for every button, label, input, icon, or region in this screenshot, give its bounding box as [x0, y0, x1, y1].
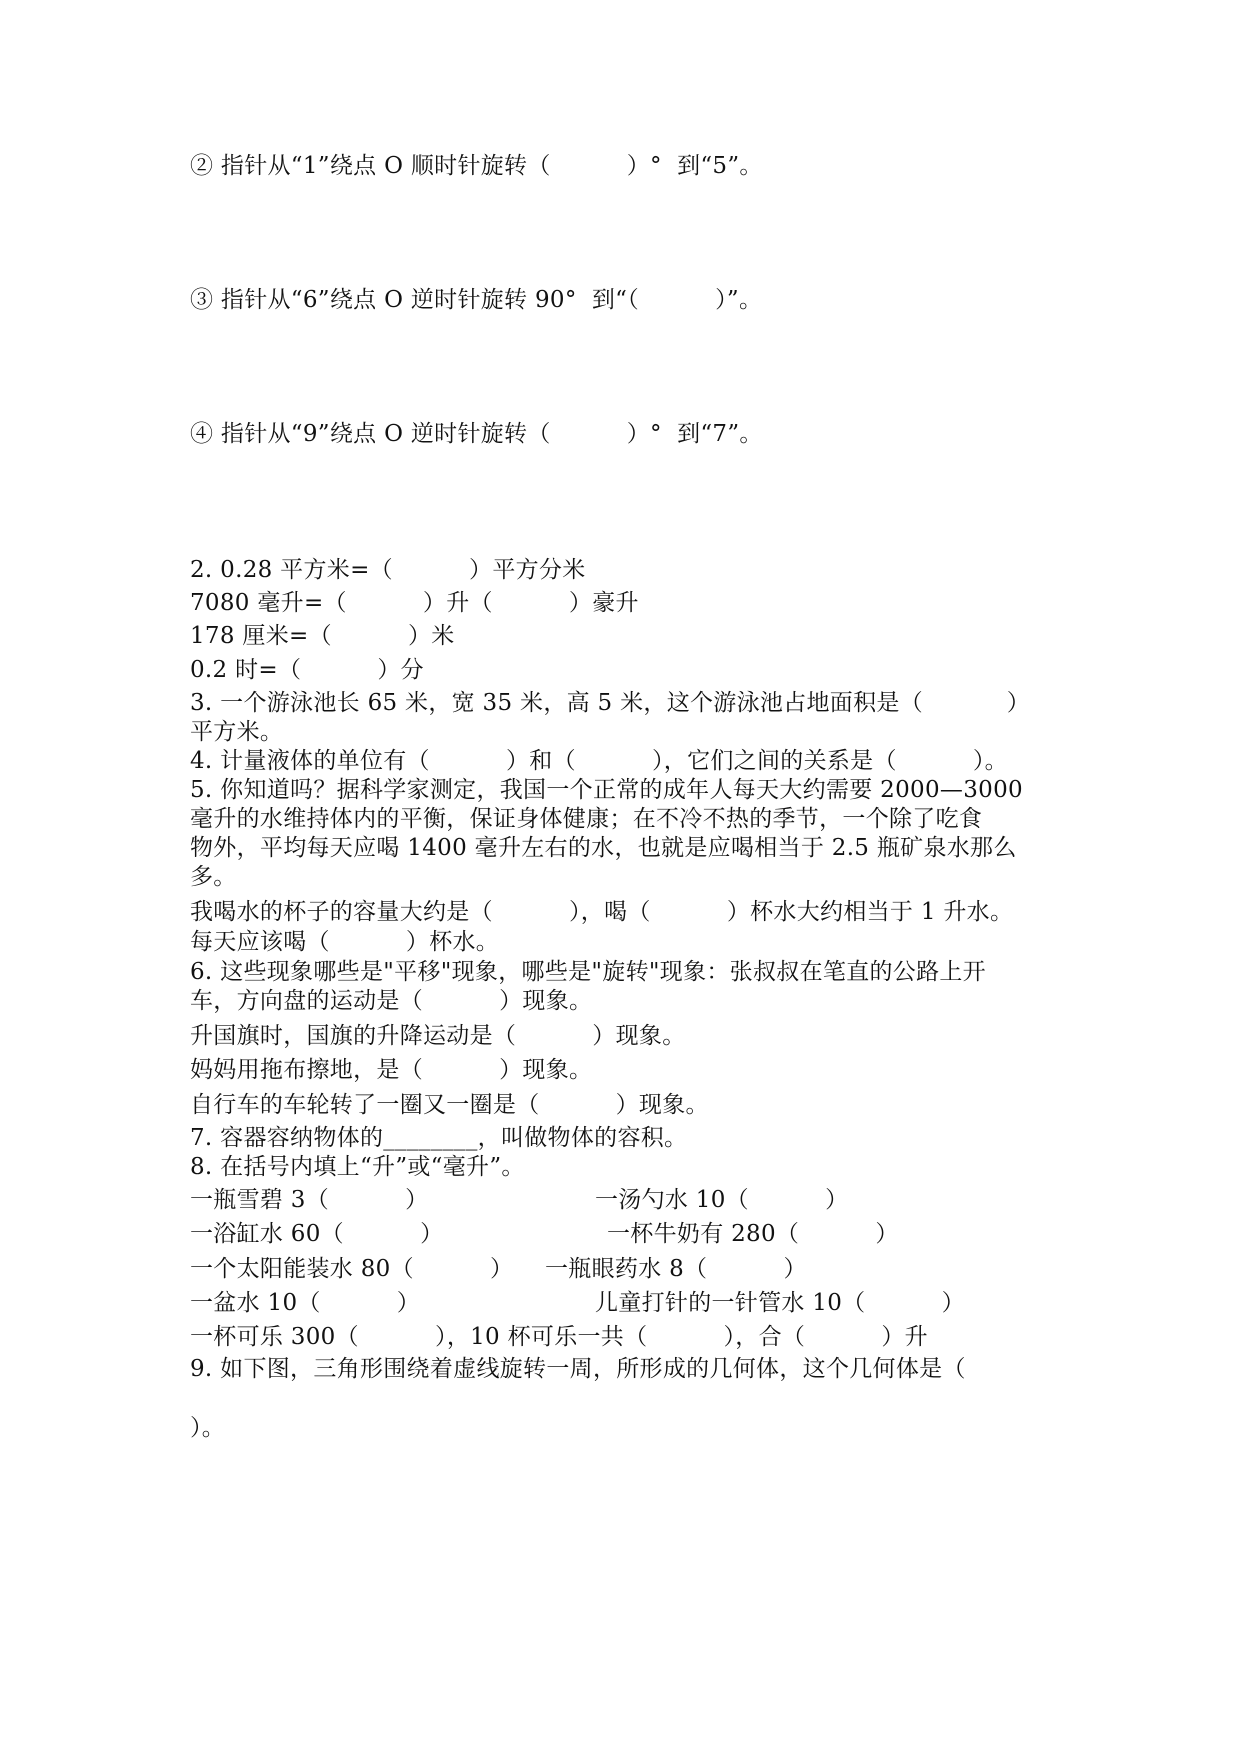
question-8-item-bathtub: 一浴缸水 60（ ） [190, 1221, 444, 1247]
question-8-item-bottle-sprite: 一瓶雪碧 3（ ） [190, 1187, 429, 1213]
question-1-part-4: ④ 指针从“9”绕点 O 逆时针旋转（ ）° 到“7”。 [190, 421, 763, 447]
question-6-line-1: 6. 这些现象哪些是"平移"现象，哪些是"旋转"现象：张叔叔在笔直的公路上开 [190, 959, 986, 985]
question-2-line-3: 178 厘米=（ ）米 [190, 623, 455, 649]
question-1-part-2: ② 指针从“1”绕点 O 顺时针旋转（ ）° 到“5”。 [190, 153, 763, 179]
question-9-line-2: ）。 [190, 1415, 226, 1441]
question-6-line-4: 妈妈用拖布擦地，是（ ）现象。 [190, 1057, 593, 1083]
question-4-line-1: 4. 计量液体的单位有（ ）和（ ），它们之间的关系是（ ）。 [190, 748, 1008, 774]
question-8-item-syringe: 儿童打针的一针管水 10（ ） [595, 1290, 965, 1316]
question-6-line-5: 自行车的车轮转了一圈又一圈是（ ）现象。 [190, 1092, 709, 1118]
question-6-line-3: 升国旗时，国旗的升降运动是（ ）现象。 [190, 1023, 686, 1049]
question-8-item-basin: 一盆水 10（ ） [190, 1290, 421, 1316]
question-8-item-eye-drops: 一瓶眼药水 8（ ） [545, 1256, 807, 1282]
question-3-line-2: 平方米。 [190, 719, 284, 745]
question-5-line-3: 物外，平均每天应喝 1400 毫升左右的水，也就是应喝相当于 2.5 瓶矿泉水那么 [190, 835, 1017, 861]
question-2-line-2: 7080 毫升=（ ）升（ ）豪升 [190, 590, 639, 616]
question-1-part-3: ③ 指针从“6”绕点 O 逆时针旋转 90° 到“（ ）”。 [190, 287, 763, 313]
question-8-line-1: 8. 在括号内填上“升”或“毫升”。 [190, 1154, 525, 1180]
question-7-line-1: 7. 容器容纳物体的________，叫做物体的容积。 [190, 1125, 688, 1151]
question-8-item-solar-heater: 一个太阳能装水 80（ ） [190, 1256, 514, 1282]
question-5-line-5: 我喝水的杯子的容量大约是（ ），喝（ ）杯水大约相当于 1 升水。 [190, 899, 1014, 925]
question-3-line-1: 3. 一个游泳池长 65 米，宽 35 米，高 5 米，这个游泳池占地面积是（ ） [190, 690, 1031, 716]
question-5-line-4: 多。 [190, 864, 237, 890]
question-5-line-6: 每天应该喝（ ）杯水。 [190, 929, 500, 955]
question-2-line-4: 0.2 时=（ ）分 [190, 657, 424, 683]
question-2-line-1: 2. 0.28 平方米=（ ）平方分米 [190, 557, 586, 583]
question-6-line-2: 车，方向盘的运动是（ ）现象。 [190, 988, 593, 1014]
question-8-item-milk: 一杯牛奶有 280（ ） [607, 1221, 899, 1247]
question-8-item-cola: 一杯可乐 300（ ），10 杯可乐一共（ ），合（ ）升 [190, 1324, 928, 1350]
question-8-item-spoon-water: 一汤勺水 10（ ） [595, 1187, 849, 1213]
question-9-line-1: 9. 如下图，三角形围绕着虚线旋转一周，所形成的几何体，这个几何体是（ [190, 1356, 966, 1382]
question-5-line-2: 毫升的水维持体内的平衡，保证身体健康；在不冷不热的季节，一个除了吃食 [190, 806, 983, 832]
question-5-line-1: 5. 你知道吗？据科学家测定，我国一个正常的成年人每天大约需要 2000—3000 [190, 777, 1023, 803]
